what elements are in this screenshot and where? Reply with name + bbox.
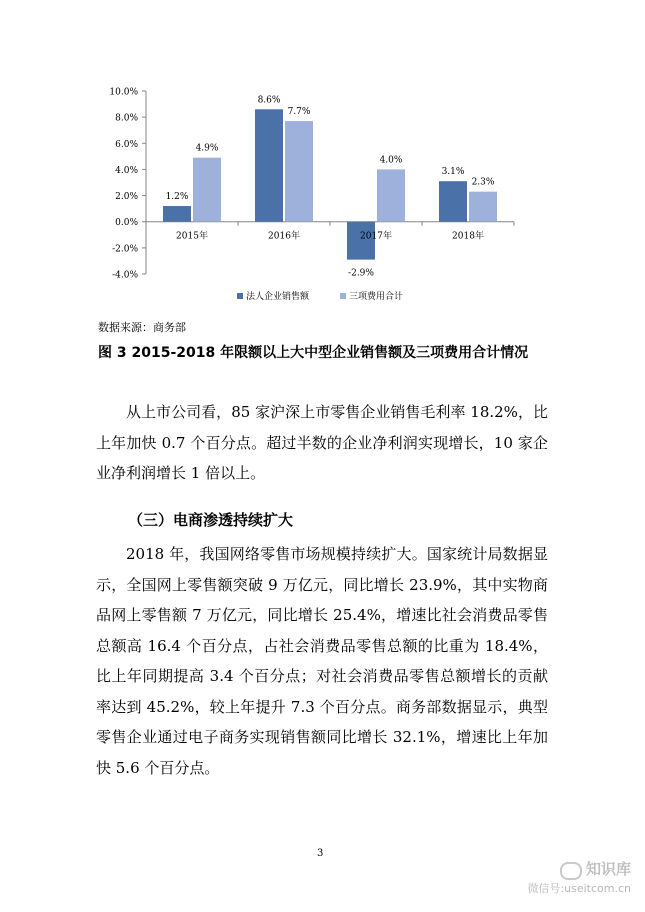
watermark-name: 知识库 <box>585 860 631 878</box>
wechat-icon <box>560 862 582 880</box>
watermark <box>527 858 631 896</box>
data-label: 4.9% <box>195 143 219 154</box>
y-tick-label: 4.0% <box>115 165 138 176</box>
bar-expenses <box>377 169 405 221</box>
data-label: 8.6% <box>257 95 281 106</box>
bar-expenses <box>285 121 313 222</box>
legend-label: 法人企业销售额 <box>246 292 310 302</box>
legend-label: 三项费用合计 <box>349 292 404 302</box>
data-source: 数据来源：商务部 <box>98 321 186 334</box>
section-heading: （三）电商渗透持续扩大 <box>128 511 294 529</box>
y-tick-label: -2.0% <box>112 244 138 255</box>
x-tick-label: 2015年 <box>176 231 208 242</box>
bar-expenses <box>193 158 221 222</box>
y-tick-label: 0.0% <box>115 218 138 229</box>
legend-swatch <box>340 293 346 299</box>
page-number: 3 <box>317 848 324 859</box>
y-tick-label: 6.0% <box>115 139 138 150</box>
y-tick-label: 8.0% <box>115 113 138 124</box>
x-tick-label: 2018年 <box>452 231 484 242</box>
watermark-sub: 微信号:useitcom.cn <box>527 882 631 895</box>
bar-sales <box>163 206 191 222</box>
x-tick-label: 2017年 <box>360 231 392 242</box>
data-label: 4.0% <box>379 155 403 166</box>
data-label: 3.1% <box>441 167 465 178</box>
paragraph-text: 从上市公司看，85 家沪深上市零售企业销售毛利率 18.2%，比上年加快 0.7 个百分点。超过半数的企业净利润实现增长，10 家企业净利润增长 1 倍以上。 <box>96 403 548 482</box>
legend-swatch <box>237 293 243 299</box>
bar-chart <box>90 78 540 310</box>
paragraph-ecommerce <box>96 539 548 783</box>
data-label: -2.9% <box>348 268 374 279</box>
figure-caption: 图 3 2015-2018 年限额以上大中型企业销售额及三项费用合计情况 <box>98 345 529 361</box>
bar-expenses <box>469 192 497 222</box>
data-label: 1.2% <box>165 192 189 203</box>
x-tick-label: 2016年 <box>268 231 300 242</box>
y-tick-label: 10.0% <box>109 87 138 98</box>
y-tick-label: 2.0% <box>115 192 138 203</box>
data-label: 2.3% <box>471 177 495 188</box>
data-label: 7.7% <box>287 107 311 118</box>
bar-sales <box>255 109 283 221</box>
paragraph-text: 2018 年，我国网络零售市场规模持续扩大。国家统计局数据显示，全国网上零售额突破 9 万亿元，同比增长 23.9%，其中实物商品网上零售额 7 万亿元，同比增长 25.4%，增速比社会消费品零售总额高 16.4 个百分点，占社会消费品零售总额的比重为 18.4%，比上年同期提高 3.4 个百分点；对社会消费品零售总额增长的贡献率达到 45.2%，较上年提升 7.3 个百分点。商务部数据显示，典型零售企业通过电子商务实现销售额同比增长 32.1%，增速比上年加快 5.6 个百分点。 <box>96 545 548 777</box>
bar-sales <box>439 181 467 222</box>
paragraph-listed-companies <box>96 397 548 489</box>
y-tick-label: -4.0% <box>112 270 138 281</box>
